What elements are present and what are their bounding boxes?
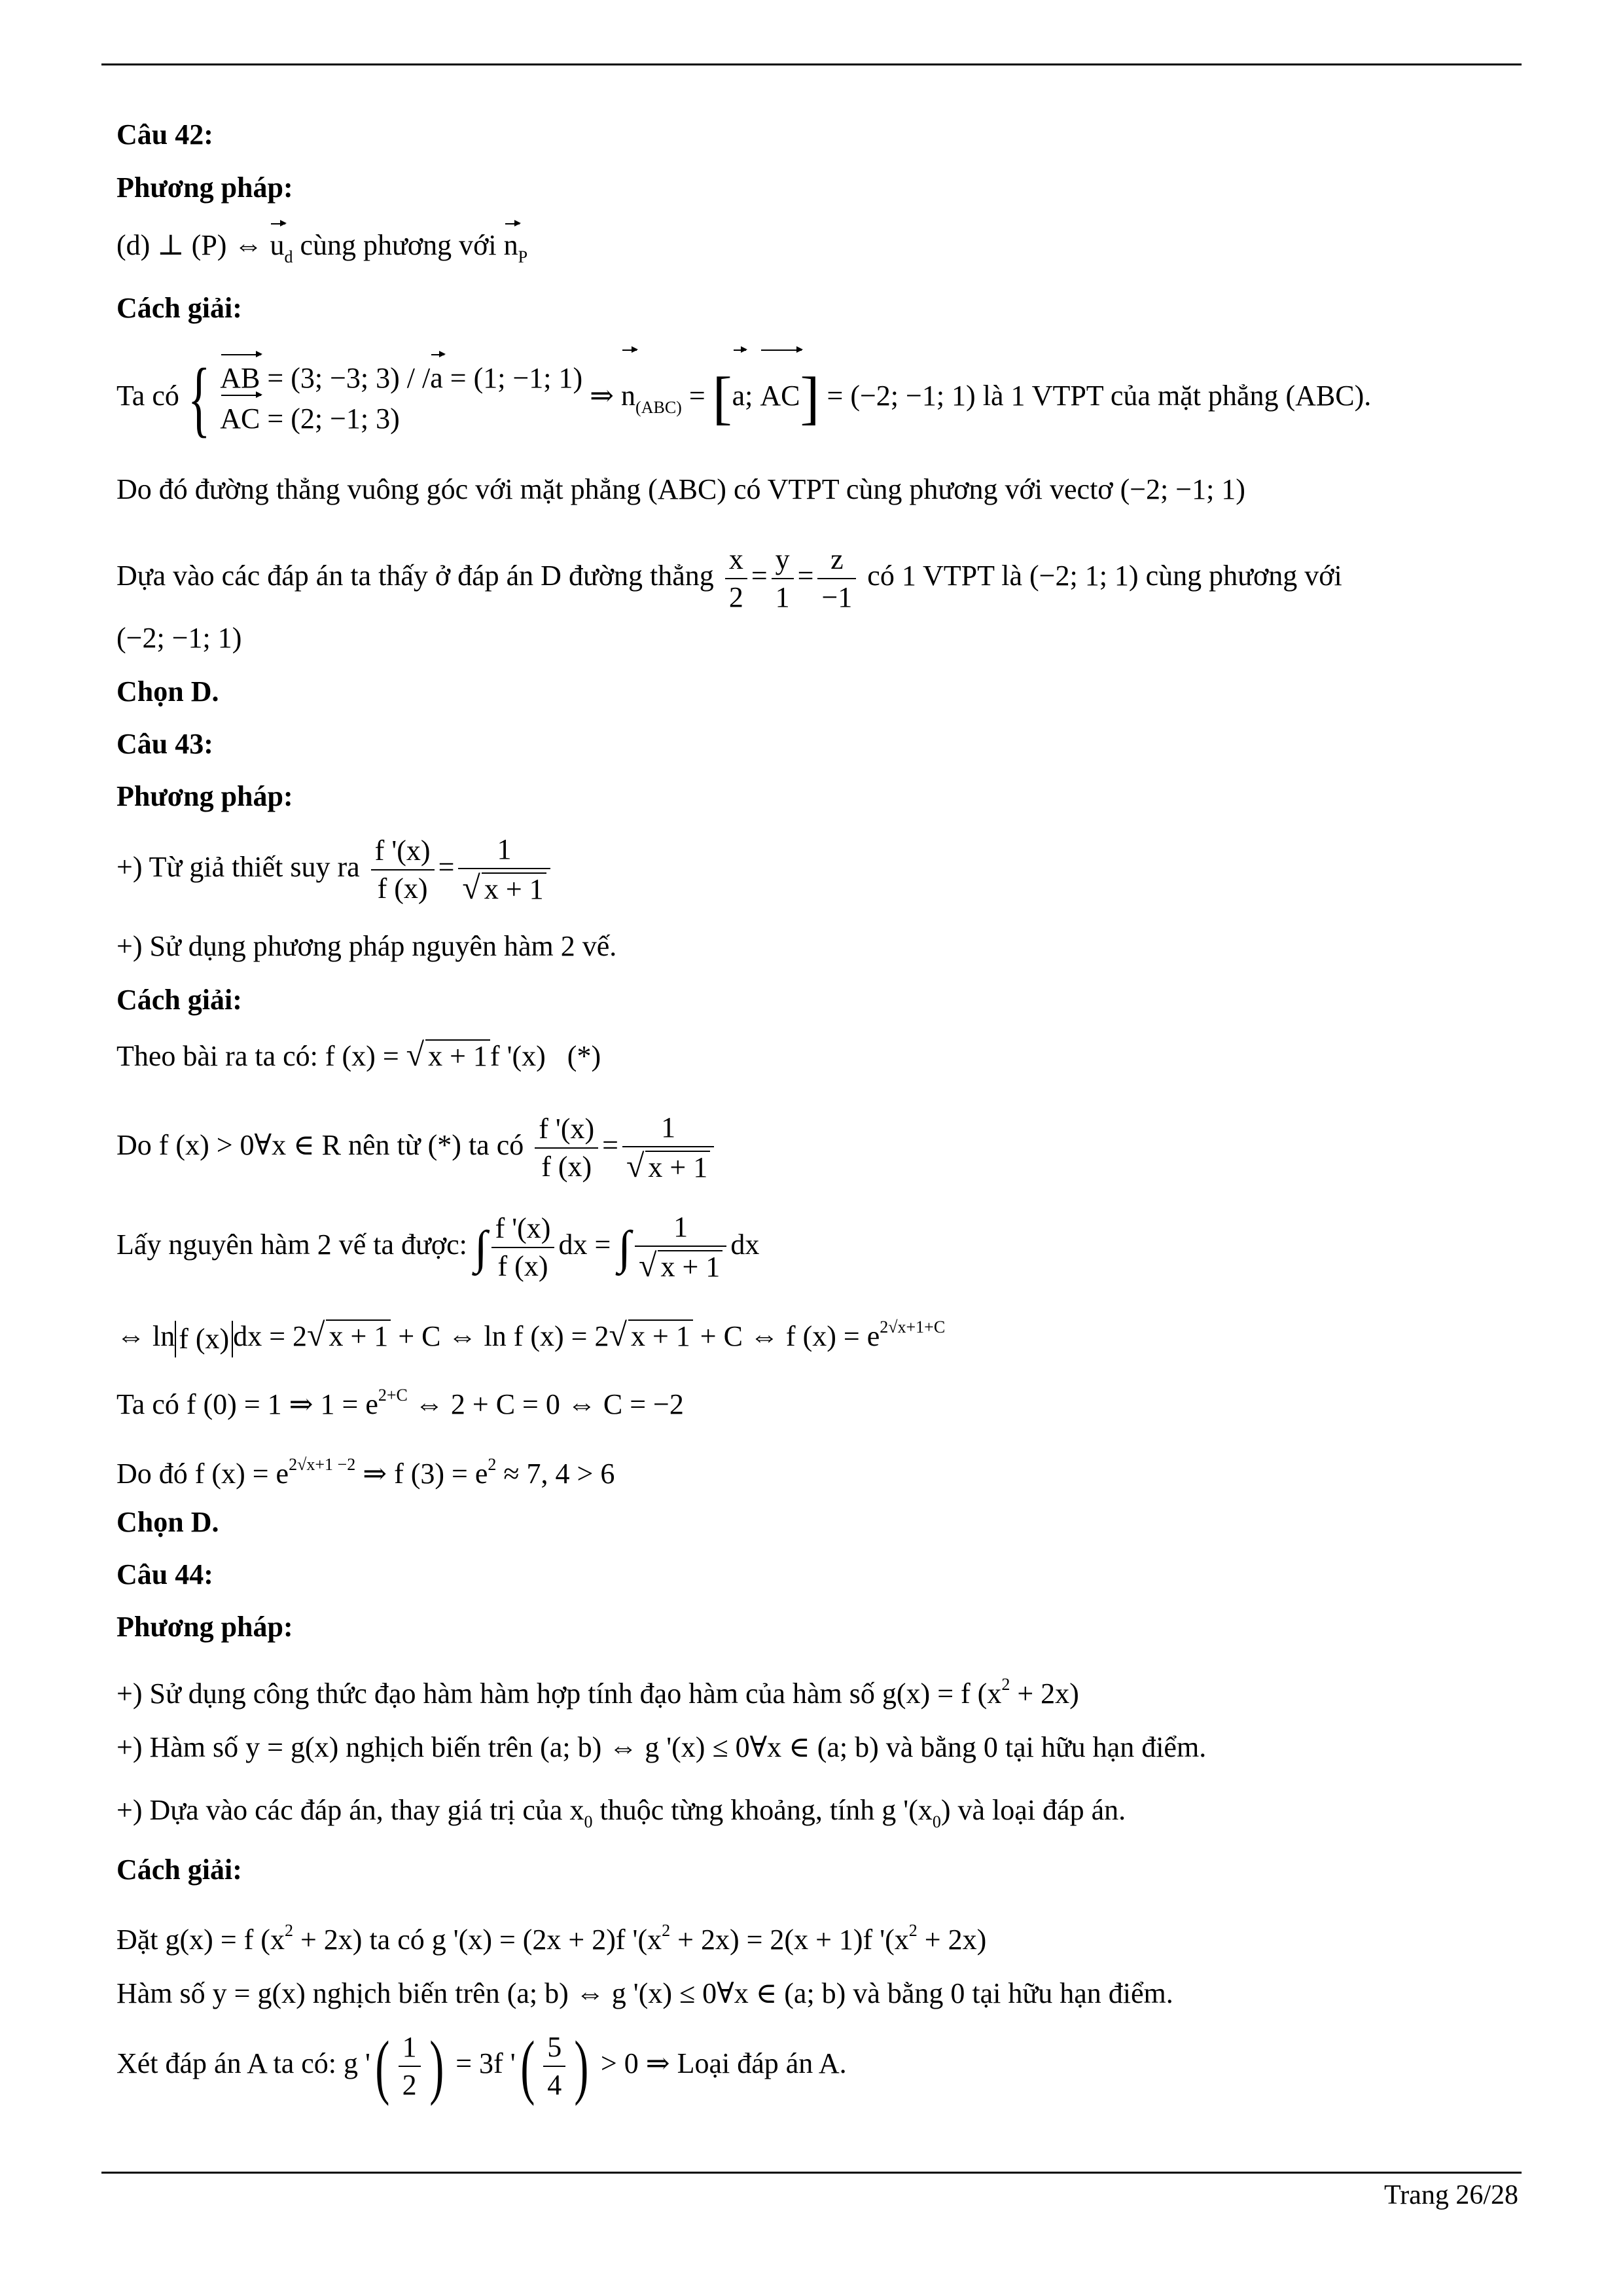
q42-doso-line: Do đó đường thẳng vuông góc với mặt phẳng (ABC) có VTPT cùng phương với vectơ (−2; −1; 1) [116,473,1245,505]
q43-method-label: Phương pháp: [116,780,293,812]
q43-solution-label: Cách giải: [116,984,242,1016]
q42-solution-label: Cách giải: [116,292,242,324]
q44-method-label: Phương pháp: [116,1611,293,1643]
q43-method-1: +) Từ giả thiết suy ra $\frac{f '(x)}{f (x)}$ = $\frac{1}{√ x + 1}$ [116,828,554,908]
q42-method-label: Phương pháp: [116,171,293,204]
page-number: Trang 26/28 [1384,2180,1518,2210]
q43-s6: Do đó f $(x) = e^{2√x+1 -2}$ ⇒ f $(3) = e^2 \approx 7$, 4 > 6 [116,1455,615,1490]
q43-s5: Ta có f (0) = 1 ⇒ $1 = e^{2+C}$ ⇔ 2 + C = 0 ⇔ C = −2 [116,1386,684,1420]
q44-s2: Hàm số y = g(x) nghịch biến trên (a; b) ⇔ g '(x) ≤ 0∀x ∈ (a; b) và bằng 0 tại hữu hạn điểm. [116,1977,1173,2009]
q42-choose: Chọn D. [116,675,219,708]
q42-vector: (−2; −1; 1) [116,622,242,654]
q44-s1: Đặt g(x) = f $(x^2 + 2x)$ ta có g '(x) = (2x + 2)f '$(x^2 + 2x) = 2(x + 1)f$ '$(x^2 + 2x)$ [116,1921,987,1956]
q44-solution-label: Cách giải: [116,1854,242,1886]
q42-system-line: Ta có { AB = (3; −3; 3) / /a = (1; −1; 1) AC = (2; −1; 3) ⇒ $n_{(ABC)} = [a$; AC] = (−2; −1; 1) là 1 VTPT của mặt phẳng (ABC). [116,351,1372,446]
q43-title: Câu 43: [116,728,213,760]
q43-s3: Lấy nguyên hàm 2 vế ta được: ∫ $\frac{f '(x)}{f (x)}$ dx = ∫ $\frac{1}{√ x + 1}$ dx [116,1206,759,1285]
header-rule [101,63,1522,65]
q43-s4: ⇔ ln f (x) dx = 2√ x + 1 + C ⇔ ln f (x) = 2√ x + 1 + C ⇔ f $(x) = e^{2√x+1+C}$ [116,1309,945,1357]
q43-method-2: +) Sử dụng phương pháp nguyên hàm 2 vế. [116,930,617,962]
q44-s3: Xét đáp án A ta có: g '( $\frac{1}{2}$ ) = 3f '( $\frac{5}{4}$ ) > 0 ⇒ Loại đáp án A. [116,2026,847,2106]
q43-s2: Do f (x) > 0∀x ∈ R nên từ (*) ta có $\frac{f '(x)}{f (x)}$ = $\frac{1}{√ x + 1}$ [116,1106,718,1186]
q42-dua-line: Dựa vào các đáp án ta thấy ở đáp án D đường thẳng $\frac{x}{2}$ = $\frac{y}{1}$ = $\frac{z}{-1}$ có 1 VTPT là (−2; 1; 1) cùng phương với [116,537,1342,616]
q42-title: Câu 42: [116,118,213,151]
q43-choose: Chọn D. [116,1506,219,1538]
q43-s1: Theo bài ra ta có: f (x) = √ x + 1f '(x) (*) [116,1036,601,1073]
q44-title: Câu 44: [116,1558,213,1590]
q44-method-1: +) Sử dụng công thức đạo hàm hàm hợp tính đạo hàm của hàm số g(x) = f $(x^2 + 2x)$ [116,1675,1079,1710]
footer-rule [101,2172,1522,2174]
q44-method-2: +) Hàm số y = g(x) nghịch biến trên (a; b) ⇔ g '(x) ≤ 0∀x ∈ (a; b) và bằng 0 tại hữu hạn điểm. [116,1731,1207,1763]
q42-method-line: (d) ⊥ (P) ⇔ $u_d$ cùng phương với $n_P$ [116,227,527,276]
q44-method-3: +) Dựa vào các đáp án, thay giá trị của $x_0$ thuộc từng khoảng, tính g '$(x_0)$ và loại đáp án. [116,1794,1126,1831]
